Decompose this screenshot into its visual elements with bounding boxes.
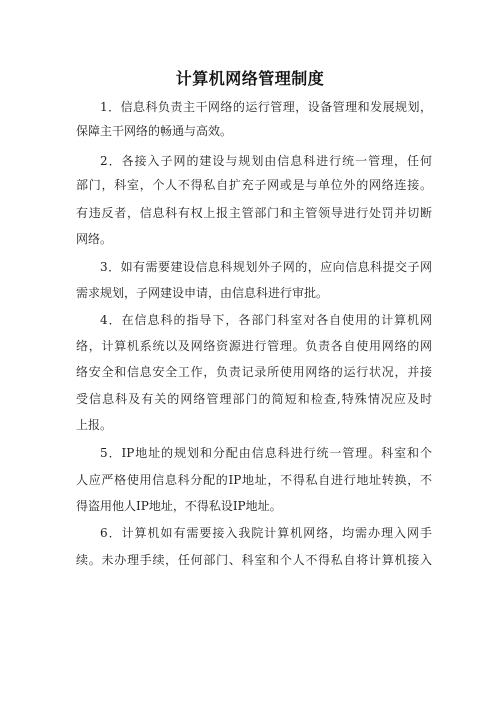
- paragraph-line: 人应严格使用信息科分配的IP地址，不得私自进行地址转换，不: [76, 473, 432, 487]
- paragraph-line: 络安全和信息安全工作，负责记录所使用网络的运行状况，并接: [76, 365, 432, 379]
- paragraph-line: 1．信息科负责主干网络的运行管理，设备管理和发展规划，: [100, 100, 432, 114]
- paragraph-line: 5．IP地址的规划和分配由信息科进行统一管理。科室和个: [100, 446, 432, 460]
- paragraph-line: 保障主干网络的畅通与高效。: [76, 124, 233, 138]
- paragraph-line: 2．各接入子网的建设与规划由信息科进行统一管理，任何: [100, 154, 432, 168]
- paragraph-line: 需求规划，子网建设申请，由信息科进行审批。: [76, 286, 329, 300]
- paragraph-line: 3．如有需要建设信息科规划外子网的，应向信息科提交子网: [100, 260, 432, 274]
- paragraph-line: 得盗用他人IP地址，不得私设IP地址。: [76, 499, 282, 513]
- paragraph-line: 续。未办理手续，任何部门、科室和个人不得私自将计算机接入: [76, 553, 432, 567]
- paragraph-line: 网络。: [76, 232, 113, 246]
- paragraph-line: 络，计算机系统以及网络资源进行管理。负责各自使用网络的网: [76, 339, 432, 353]
- paragraph-line: 上报。: [76, 418, 113, 432]
- paragraph-line: 4．在信息科的指导下，各部门科室对各自使用的计算机网: [100, 313, 432, 327]
- paragraph-line: 受信息科及有关的网络管理部门的简短和检查,特殊情况应及时: [76, 392, 432, 406]
- document-title: 计算机网络管理制度: [175, 69, 325, 88]
- paragraph-line: 有违反者，信息科有权上报主管部门和主管领导进行处罚并切断: [76, 206, 432, 220]
- paragraph-line: 6．计算机如有需要接入我院计算机网络，均需办理入网手: [100, 526, 432, 540]
- paragraph-line: 部门，科室，个人不得私自扩充子网或是与单位外的网络连接。: [76, 178, 432, 192]
